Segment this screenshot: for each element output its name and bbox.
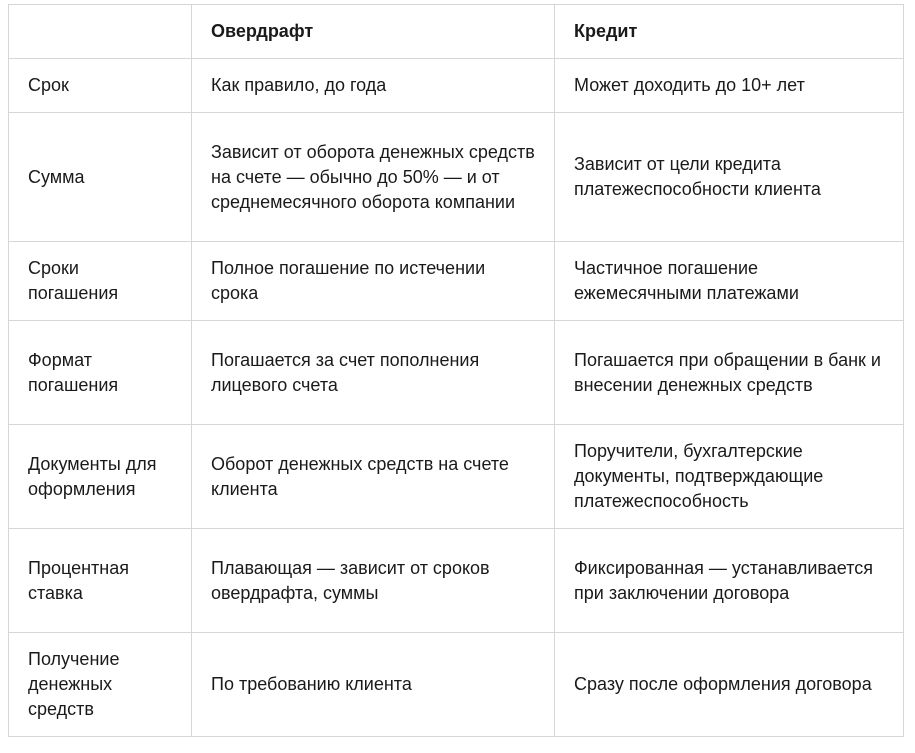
table-row — [9, 113, 904, 242]
overdraft-cell: Оборот денежных средств на счете клиента — [192, 425, 555, 529]
row-label: Сроки погашения — [9, 242, 192, 321]
credit-cell: Погашается при обращении в банк и внесении денежных средств — [555, 321, 904, 425]
credit-cell: Фиксированная — устанавливается при заключении договора — [555, 529, 904, 633]
credit-cell: Частичное погашение ежемесячными платежами — [555, 242, 904, 321]
overdraft-cell: Как правило, до года — [192, 59, 555, 113]
table-row — [9, 321, 904, 425]
row-label: Документы для оформления — [9, 425, 192, 529]
overdraft-cell: По требованию клиента — [192, 633, 555, 737]
header-cell-empty — [9, 5, 192, 59]
table-header-row — [9, 5, 904, 59]
overdraft-cell: Зависит от оборота денежных средств на счете — обычно до 50% — и от среднемесячного оборота компании — [192, 113, 555, 242]
row-label: Формат погашения — [9, 321, 192, 425]
credit-cell: Может доходить до 10+ лет — [555, 59, 904, 113]
overdraft-cell: Погашается за счет пополнения лицевого счета — [192, 321, 555, 425]
table-row — [9, 59, 904, 113]
comparison-table — [8, 4, 904, 737]
credit-cell: Поручители, бухгалтерские документы, подтверждающие платежеспособность — [555, 425, 904, 529]
row-label: Срок — [9, 59, 192, 113]
table-row — [9, 242, 904, 321]
table-row — [9, 425, 904, 529]
header-cell-overdraft: Овердрафт — [192, 5, 555, 59]
credit-cell: Зависит от цели кредита платежеспособности клиента — [555, 113, 904, 242]
row-label: Процентная ставка — [9, 529, 192, 633]
credit-cell: Сразу после оформления договора — [555, 633, 904, 737]
table-row — [9, 633, 904, 737]
row-label: Сумма — [9, 113, 192, 242]
table-row — [9, 529, 904, 633]
overdraft-cell: Полное погашение по истечении срока — [192, 242, 555, 321]
header-cell-credit: Кредит — [555, 5, 904, 59]
row-label: Получение денежных средств — [9, 633, 192, 737]
overdraft-cell: Плавающая — зависит от сроков овердрафта, суммы — [192, 529, 555, 633]
